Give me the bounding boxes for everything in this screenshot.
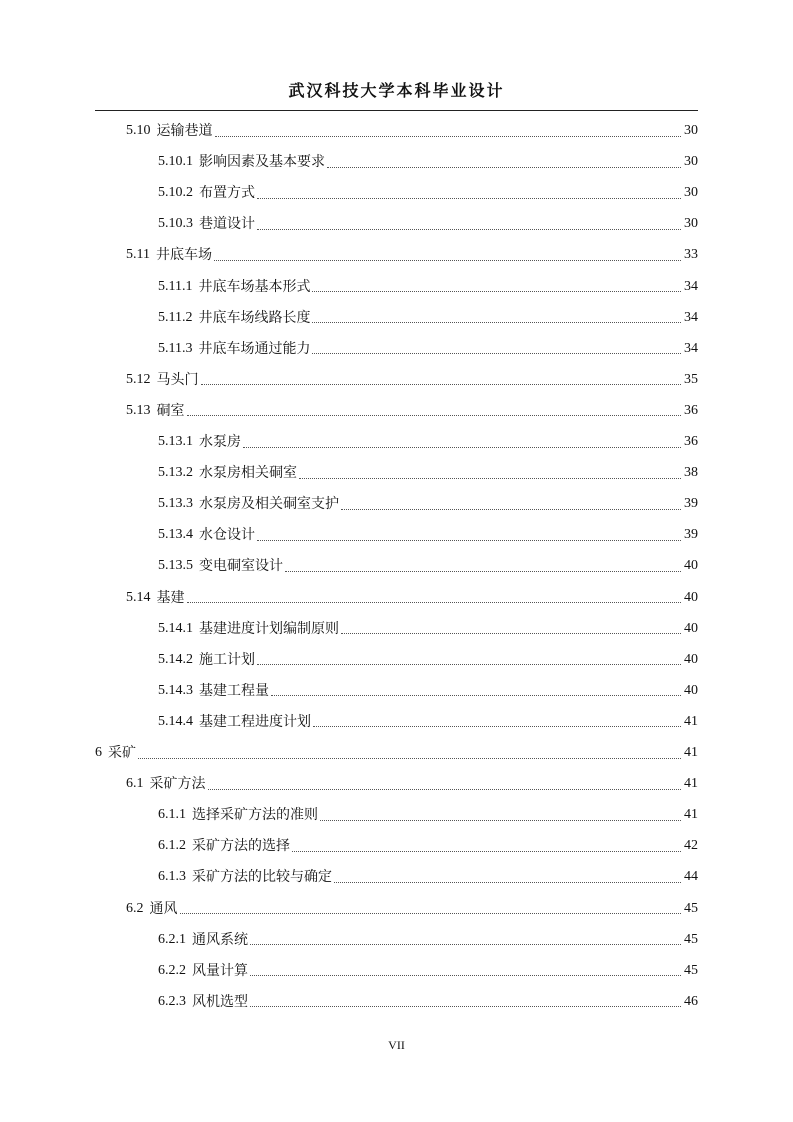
toc-entry-page: 36 xyxy=(684,434,698,449)
dot-leader xyxy=(187,602,682,603)
toc-entry-title: 通风系统 xyxy=(192,931,248,948)
toc-entry-page: 40 xyxy=(684,651,698,667)
toc-entry-title: 井底车场基本形式 xyxy=(198,278,311,295)
toc-entry-title: 运输巷道 xyxy=(156,123,213,139)
dot-leader xyxy=(257,664,681,665)
toc-entry-title: 基建进度计划编制原则 xyxy=(199,620,339,637)
toc-entry-number: 5.11.1 xyxy=(158,278,193,294)
toc-entry-title: 风机选型 xyxy=(192,993,248,1010)
toc-entry-number: 5.13.3 xyxy=(158,496,193,512)
toc-entry-title: 井底车场 xyxy=(155,247,212,264)
dot-leader xyxy=(201,384,682,385)
dot-leader xyxy=(312,291,681,292)
toc-entry[interactable] xyxy=(158,677,698,705)
toc-entry-page: 30 xyxy=(684,216,698,232)
toc-entry[interactable] xyxy=(158,304,698,332)
toc-entry-title: 硐室 xyxy=(156,402,185,419)
dot-leader xyxy=(313,726,681,727)
dot-leader xyxy=(214,260,681,261)
dot-leader xyxy=(285,571,681,572)
toc-entry-number: 5.11.3 xyxy=(158,340,193,356)
toc-entry-page: 41 xyxy=(684,713,698,729)
toc-entry-number: 5.14.1 xyxy=(158,620,193,636)
toc-entry-page: 36 xyxy=(684,402,698,418)
toc-entry[interactable] xyxy=(126,895,698,923)
toc-entry-title: 基建 xyxy=(156,589,185,606)
toc-entry[interactable] xyxy=(126,584,698,612)
toc-entry-page: 42 xyxy=(684,838,698,854)
dot-leader xyxy=(341,633,681,634)
toc-entry-number: 5.13 xyxy=(126,402,151,418)
dot-leader xyxy=(292,851,681,852)
dot-leader xyxy=(299,478,681,479)
toc-entry-number: 6.2.3 xyxy=(158,993,186,1009)
toc-entry-number: 6.2.2 xyxy=(158,962,186,978)
toc-entry-number: 5.12 xyxy=(126,371,151,387)
toc-entry[interactable] xyxy=(158,459,698,487)
toc-entry[interactable] xyxy=(95,739,698,767)
toc-entry-number: 6.1.3 xyxy=(158,869,186,885)
dot-leader xyxy=(180,913,682,914)
toc-entry-number: 6.2 xyxy=(126,900,144,916)
toc-entry-title: 影响因素及基本要求 xyxy=(199,154,325,171)
toc-entry-number: 5.11 xyxy=(126,247,150,263)
toc-entry-number: 6.1 xyxy=(126,776,144,792)
toc-entry[interactable] xyxy=(158,708,698,736)
toc-entry-title: 采矿方法 xyxy=(149,776,206,793)
toc-entry-page: 44 xyxy=(684,869,698,885)
toc-entry-number: 6.1.1 xyxy=(158,807,186,823)
toc-entry-number: 6.2.1 xyxy=(158,931,186,947)
toc-entry[interactable] xyxy=(158,490,698,518)
toc-entry-page: 34 xyxy=(684,278,698,294)
toc-entry-title: 马头门 xyxy=(156,371,199,388)
toc-entry[interactable] xyxy=(158,210,698,238)
toc-entry[interactable] xyxy=(126,117,698,145)
toc-entry[interactable] xyxy=(126,366,698,394)
toc-entry-number: 5.13.5 xyxy=(158,558,193,574)
toc-entry-title: 通风 xyxy=(149,900,178,917)
dot-leader xyxy=(312,353,681,354)
dot-leader xyxy=(334,882,681,883)
toc-entry-page: 34 xyxy=(684,340,698,356)
toc-entry[interactable] xyxy=(158,957,698,985)
toc-entry-title: 施工计划 xyxy=(199,651,255,668)
toc-entry-page: 45 xyxy=(684,931,698,947)
toc-entry-page: 40 xyxy=(684,682,698,698)
dot-leader xyxy=(327,167,681,168)
dot-leader xyxy=(250,944,681,945)
toc-entry-number: 5.13.1 xyxy=(158,434,193,449)
toc-entry-title: 水泵房及相关硐室支护 xyxy=(199,496,339,513)
dot-leader xyxy=(250,975,681,976)
toc-entry[interactable] xyxy=(158,335,698,363)
toc-entry-title: 井底车场线路长度 xyxy=(198,309,311,326)
dot-leader xyxy=(138,758,681,759)
toc-entry-number: 5.10.3 xyxy=(158,216,193,232)
dot-leader xyxy=(250,1006,681,1007)
toc-entry-page: 38 xyxy=(684,465,698,481)
toc-entry-page: 41 xyxy=(684,745,698,760)
toc-entry[interactable] xyxy=(158,801,698,829)
dot-leader xyxy=(257,540,681,541)
toc-entry-title: 基建工程量 xyxy=(199,682,269,699)
toc-entry-number: 5.10 xyxy=(126,123,151,138)
dot-leader xyxy=(208,789,682,790)
toc-entry-number: 5.13.4 xyxy=(158,527,193,543)
toc-entry-number: 5.14 xyxy=(126,589,151,605)
dot-leader xyxy=(187,415,682,416)
toc-entry-title: 采矿方法的选择 xyxy=(192,838,290,855)
toc-entry[interactable] xyxy=(158,832,698,860)
toc-entry[interactable] xyxy=(158,926,698,954)
toc-entry-page: 34 xyxy=(684,309,698,325)
toc-entry-page: 35 xyxy=(684,371,698,387)
toc-entry-number: 5.14.2 xyxy=(158,651,193,667)
toc-entry-number: 5.14.3 xyxy=(158,682,193,698)
toc-entry-number: 6.1.2 xyxy=(158,838,186,854)
toc-entry-page: 33 xyxy=(684,247,698,263)
toc-entry-title: 变电硐室设计 xyxy=(199,558,283,575)
toc-entry-title: 布置方式 xyxy=(199,185,255,202)
header-rule xyxy=(95,110,698,111)
dot-leader xyxy=(257,229,681,230)
toc-entry-number: 5.11.2 xyxy=(158,309,193,325)
toc-entry-page: 30 xyxy=(684,123,698,138)
dot-leader xyxy=(243,447,681,448)
dot-leader xyxy=(257,198,681,199)
toc-entry[interactable] xyxy=(158,148,698,176)
toc-entry-page: 46 xyxy=(684,993,698,1009)
toc-entry-page: 41 xyxy=(684,807,698,823)
toc-entry[interactable] xyxy=(158,552,698,580)
dot-leader xyxy=(271,695,681,696)
toc-entry-title: 水泵房相关硐室 xyxy=(199,465,297,482)
toc-entry-page: 40 xyxy=(684,620,698,636)
toc-entry[interactable] xyxy=(126,770,698,798)
toc-entry[interactable] xyxy=(158,863,698,891)
toc-entry[interactable] xyxy=(158,988,698,1016)
toc-entry-page: 45 xyxy=(684,900,698,916)
toc-entry-title: 巷道设计 xyxy=(199,216,255,233)
toc-entry-title: 水仓设计 xyxy=(199,527,255,544)
toc-entry-number: 5.10.2 xyxy=(158,185,193,201)
toc-entry-title: 基建工程进度计划 xyxy=(199,713,311,730)
toc-entry-page: 40 xyxy=(684,558,698,574)
toc-entry[interactable] xyxy=(158,179,698,207)
toc-entry-title: 井底车场通过能力 xyxy=(198,340,311,357)
toc-entry[interactable] xyxy=(158,273,698,301)
toc-entry-page: 41 xyxy=(684,776,698,792)
toc-entry-page: 30 xyxy=(684,154,698,170)
toc-entry-page: 30 xyxy=(684,185,698,201)
dot-leader xyxy=(341,509,681,510)
toc-entry-number: 6 xyxy=(95,745,102,760)
toc-entry-page: 40 xyxy=(684,589,698,605)
dot-leader xyxy=(312,322,681,323)
toc-entry-page: 39 xyxy=(684,496,698,512)
toc-entry[interactable] xyxy=(158,521,698,549)
toc-entry-title: 采矿 xyxy=(108,745,136,761)
toc-entry[interactable] xyxy=(126,397,698,425)
toc-entry[interactable] xyxy=(158,646,698,674)
toc-entry[interactable] xyxy=(158,615,698,643)
toc-entry-page: 39 xyxy=(684,527,698,543)
toc-entry-title: 选择采矿方法的准则 xyxy=(192,807,318,824)
toc-entry-title: 采矿方法的比较与确定 xyxy=(192,869,332,886)
toc-entry-title: 水泵房 xyxy=(199,434,241,450)
dot-leader xyxy=(215,136,682,137)
toc-entry-page: 45 xyxy=(684,962,698,978)
page-header-title: 武汉科技大学本科毕业设计 xyxy=(288,81,505,100)
toc-entry-title: 风量计算 xyxy=(192,962,248,979)
toc-entry[interactable] xyxy=(126,241,698,269)
page-number: VII xyxy=(388,1038,405,1052)
toc-entry[interactable] xyxy=(158,428,698,456)
toc-entry-number: 5.10.1 xyxy=(158,154,193,170)
dot-leader xyxy=(320,820,681,821)
toc-entry-number: 5.13.2 xyxy=(158,465,193,481)
toc-entry-number: 5.14.4 xyxy=(158,713,193,729)
